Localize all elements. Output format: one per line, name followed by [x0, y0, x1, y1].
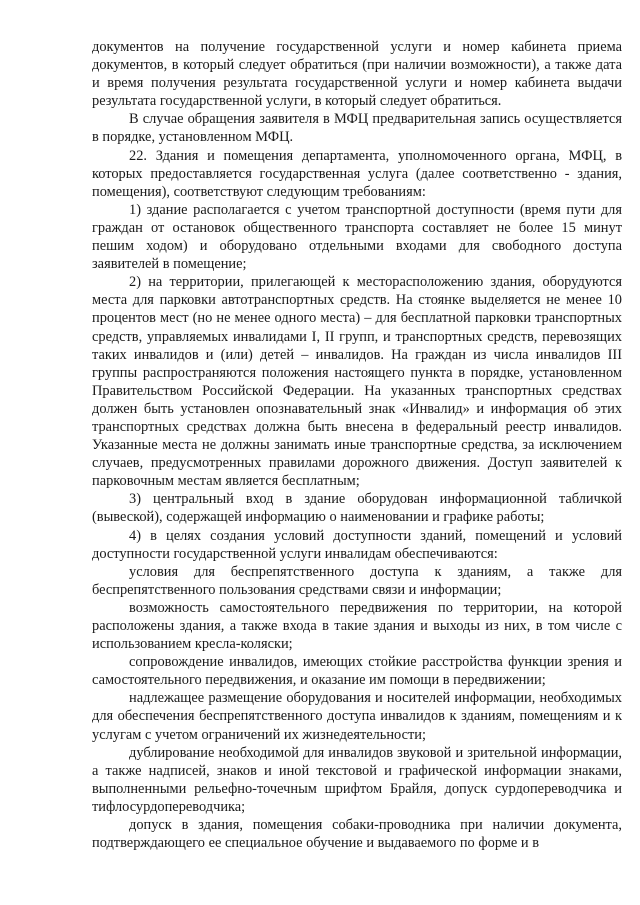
paragraph-guide-dog: допуск в здания, помещения собаки-проводника при наличии документа, подтверждающего ее специальное обучение и выдаваемого по форме и в [92, 817, 622, 852]
document-page [92, 38, 622, 852]
paragraph-equipment-placement: надлежащее размещение оборудования и носителей информации, необходимых для обеспечения беспрепятственного доступа инвалидов к зданиям, помещениям и к услугам с учетом ограничений их жизнедеятельности; [92, 690, 622, 743]
paragraph-independent-movement: возможность самостоятельного передвижения по территории, на которой расположены здания, а также входа в такие здания и выходы из них, в том числе с использованием кресла-коляски; [92, 599, 622, 653]
paragraph-continuation: документов на получение государственной услуги и номер кабинета приема документов, в который следует обратиться (при наличии возможности), а также дата и время получения результата государственной услуги и номер кабинета выдачи результата государственной услуги, в который следует обратиться. [92, 39, 622, 110]
paragraph-access-conditions: условия для беспрепятственного доступа к зданиям, а также для беспрепятственного пользования средствами связи и информации; [92, 563, 622, 598]
paragraph-item-1: 1) здание располагается с учетом транспортной доступности (время пути для граждан от остановок общественного транспорта составляет не более 15 минут пешим ходом) и оборудовано отдельными входами для свободного доступа заявителей в помещение; [92, 201, 622, 273]
paragraph-item-2-parking: 2) на территории, прилегающей к месторасположению здания, оборудуются места для парковки автотранспортных средств. На стоянке выделяется не менее 10 процентов мест (но не менее одного места) – для бесплатной парковки транспортных средств, управляемых инвалидами I, II групп, и транспортных средств, перевозящих таких инвалидов и (или) детей – инвалидов. На граждан из числа инвалидов III группы распространяются положения настоящего пункта в порядке, установленном Правительством Российской Федерации. На указанных транспортных средствах должен быть установлен опознавательный знак «Инвалид» и информация об этих транспортных средствах должна быть внесена в федеральный реестр инвалидов. Указанные места не должны занимать иные транспортные средства, за исключением случаев, предусмотренных правилами дорожного движения. Доступ заявителей к парковочным местам является бесплатным; [92, 274, 622, 490]
paragraph-item-4-accessibility: 4) в целях создания условий доступности зданий, помещений и условий доступности государственной услуги инвалидам обеспечиваются: [92, 527, 622, 562]
paragraph-22-requirements: 22. Здания и помещения департамента, уполномоченного органа, МФЦ, в которых предоставляется государственная услуга (далее соответственно - здания, помещения), соответствуют следующим требованиям: [92, 147, 622, 200]
paragraph-mfc-record: В случае обращения заявителя в МФЦ предварительная запись осуществляется в порядке, установленном МФЦ. [92, 111, 622, 146]
paragraph-item-3-entrance: 3) центральный вход в здание оборудован информационной табличкой (вывеской), содержащей информацию о наименовании и графике работы; [92, 491, 622, 526]
paragraph-escort: сопровождение инвалидов, имеющих стойкие расстройства функции зрения и самостоятельного передвижения, и оказание им помощи в передвижении; [92, 654, 622, 689]
paragraph-duplication-braille: дублирование необходимой для инвалидов звуковой и зрительной информации, а также надписей, знаков и иной текстовой и графической информации знаками, выполненными рельефно-точечным шрифтом Брайля, допуск сурдопереводчика и тифлосурдопереводчика; [92, 744, 622, 815]
